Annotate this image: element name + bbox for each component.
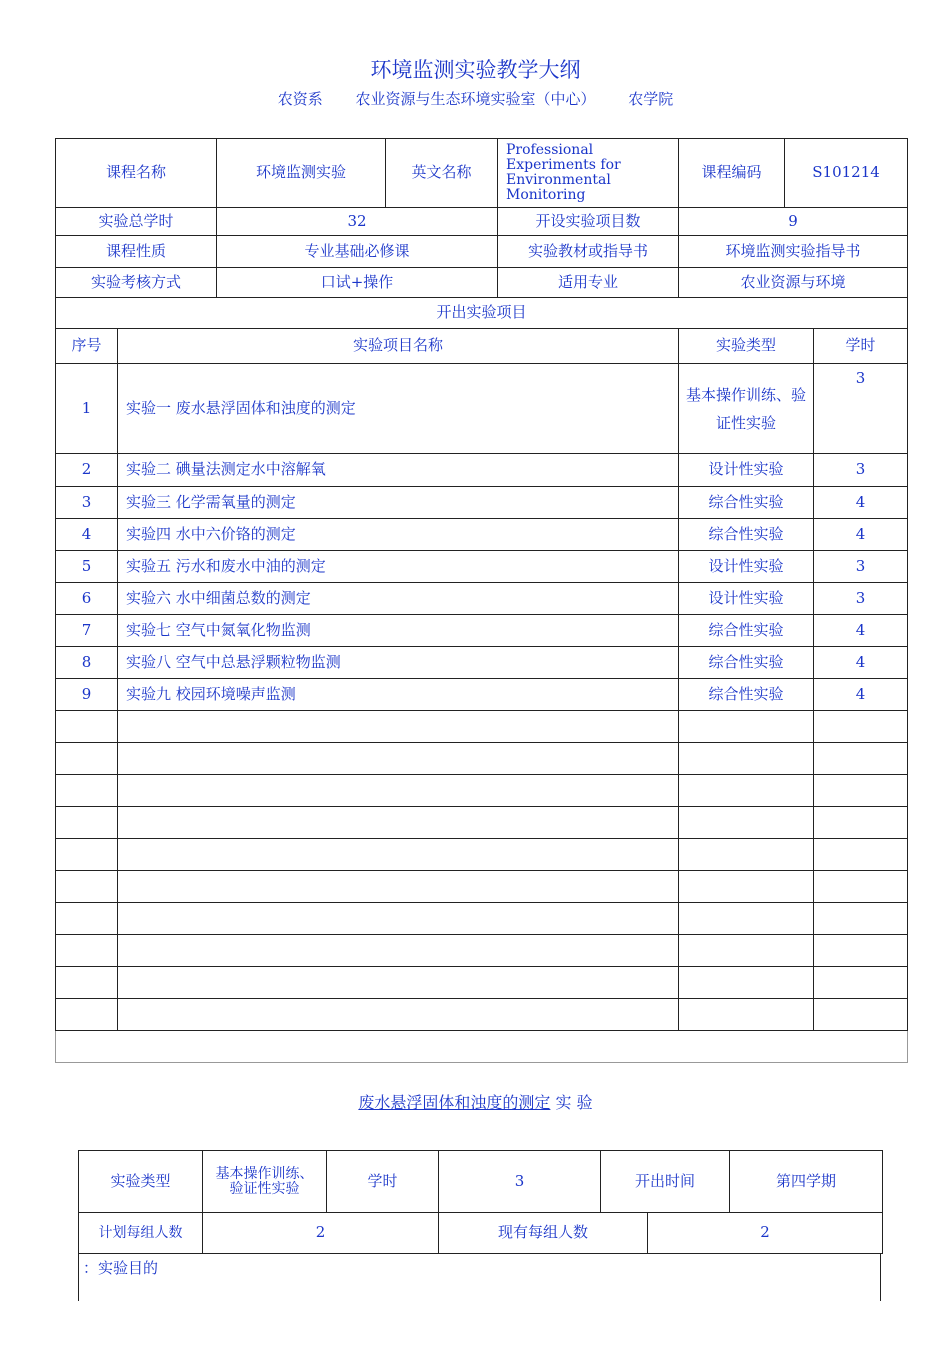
- applicable-major-value: 农业资源与环境: [679, 268, 908, 298]
- project-count-label: 开设实验项目数: [498, 208, 679, 236]
- blank-row: [56, 711, 908, 743]
- experiment-title: 废水悬浮固体和浊度的测定: [358, 1093, 551, 1112]
- experiment-purpose-label: ：实验目的: [83, 1259, 159, 1277]
- course-row-4: [56, 268, 908, 298]
- total-hours-value: 32: [217, 208, 498, 236]
- project-type: 综合性实验: [679, 519, 814, 551]
- course-nature-label: 课程性质: [56, 236, 217, 268]
- textbook-label: 实验教材或指导书: [498, 236, 679, 268]
- project-name: 实验二 碘量法测定水中溶解氧: [118, 454, 679, 487]
- project-name: 实验七 空气中氮氧化物监测: [118, 615, 679, 647]
- course-info-table: [55, 138, 908, 1063]
- blank-row: [56, 935, 908, 967]
- blank-row: [56, 807, 908, 839]
- project-hours: 3: [814, 454, 908, 487]
- project-count-value: 9: [679, 208, 908, 236]
- course-row-1: [56, 139, 908, 208]
- applicable-major-label: 适用专业: [498, 268, 679, 298]
- table-row: [56, 519, 908, 551]
- projects-header-row: [56, 329, 908, 364]
- planned-group-size-label: 计划每组人数: [79, 1213, 203, 1254]
- project-no: 1: [56, 364, 118, 454]
- header-hours: 学时: [814, 329, 908, 364]
- blank-row: [56, 839, 908, 871]
- college: 农学院: [628, 90, 674, 108]
- project-type: 设计性实验: [679, 454, 814, 487]
- english-name-value: Professional Experiments for Environmental Monitoring: [498, 139, 679, 208]
- course-name-label: 课程名称: [56, 139, 217, 208]
- project-type: 设计性实验: [679, 551, 814, 583]
- offer-time-label: 开出时间: [601, 1151, 730, 1213]
- project-no: 7: [56, 615, 118, 647]
- project-type: 设计性实验: [679, 583, 814, 615]
- header-no: 序号: [56, 329, 118, 364]
- project-type: 综合性实验: [679, 615, 814, 647]
- project-name: 实验五 污水和废水中油的测定: [118, 551, 679, 583]
- blank-row: [56, 743, 908, 775]
- english-name-label: 英文名称: [386, 139, 498, 208]
- current-group-size-label: 现有每组人数: [439, 1213, 648, 1254]
- experiment-info-table: [78, 1150, 883, 1254]
- course-nature-value: 专业基础必修课: [217, 236, 498, 268]
- experiment-hours-value: 3: [439, 1151, 601, 1213]
- project-name: 实验六 水中细菌总数的测定: [118, 583, 679, 615]
- table-row: [56, 454, 908, 487]
- table-row: [56, 551, 908, 583]
- course-code-label: 课程编码: [679, 139, 785, 208]
- project-hours: 4: [814, 615, 908, 647]
- document-subtitle: [0, 88, 951, 109]
- experiment-heading: [0, 1090, 951, 1113]
- experiment-hours-label: 学时: [327, 1151, 439, 1213]
- document-title: 环境监测实验教学大纲: [370, 58, 581, 82]
- course-row-3: [56, 236, 908, 268]
- total-hours-label: 实验总学时: [56, 208, 217, 236]
- laboratory: 农业资源与生态环境实验室（中心）: [355, 90, 596, 108]
- project-name: 实验三 化学需氧量的测定: [118, 487, 679, 519]
- table-row: [56, 487, 908, 519]
- blank-row: [56, 775, 908, 807]
- project-name: 实验九 校园环境噪声监测: [118, 679, 679, 711]
- textbook-value: 环境监测实验指导书: [679, 236, 908, 268]
- project-no: 8: [56, 647, 118, 679]
- project-name: 实验四 水中六价铬的测定: [118, 519, 679, 551]
- exam-method-value: 口试+操作: [217, 268, 498, 298]
- project-type: 综合性实验: [679, 679, 814, 711]
- header-type: 实验类型: [679, 329, 814, 364]
- project-hours: 4: [814, 647, 908, 679]
- current-group-size-value: 2: [648, 1213, 883, 1254]
- course-code-value: S101214: [785, 139, 908, 208]
- blank-row: [56, 999, 908, 1031]
- table-row: [56, 647, 908, 679]
- footer-row: [56, 1031, 908, 1063]
- project-hours: 3: [814, 583, 908, 615]
- project-no: 2: [56, 454, 118, 487]
- projects-section-title: 开出实验项目: [56, 298, 908, 329]
- experiment-purpose-section: [78, 1253, 881, 1301]
- project-no: 9: [56, 679, 118, 711]
- offer-time-value: 第四学期: [730, 1151, 883, 1213]
- blank-row: [56, 871, 908, 903]
- project-type: 基本操作训练、验证性实验: [679, 364, 814, 454]
- table-row: [56, 364, 908, 454]
- planned-group-size-value: 2: [203, 1213, 439, 1254]
- department: 农资系: [277, 90, 323, 108]
- project-type: 综合性实验: [679, 647, 814, 679]
- project-type: 综合性实验: [679, 487, 814, 519]
- course-row-2: [56, 208, 908, 236]
- blank-row: [56, 967, 908, 999]
- header-name: 实验项目名称: [118, 329, 679, 364]
- project-name: 实验一 废水悬浮固体和浊度的测定: [118, 364, 679, 454]
- project-name: 实验八 空气中总悬浮颗粒物监测: [118, 647, 679, 679]
- project-no: 4: [56, 519, 118, 551]
- experiment-type-label: 实验类型: [79, 1151, 203, 1213]
- project-no: 5: [56, 551, 118, 583]
- project-hours: 4: [814, 679, 908, 711]
- project-hours: 3: [814, 364, 908, 454]
- experiment-row-2: [79, 1213, 883, 1254]
- experiment-type-value: 基本操作训练、验证性实验: [203, 1151, 327, 1213]
- course-name-value: 环境监测实验: [217, 139, 386, 208]
- table-row: [56, 615, 908, 647]
- project-no: 3: [56, 487, 118, 519]
- project-hours: 4: [814, 487, 908, 519]
- experiment-row-1: [79, 1151, 883, 1213]
- projects-section-row: [56, 298, 908, 329]
- project-hours: 4: [814, 519, 908, 551]
- project-hours: 3: [814, 551, 908, 583]
- project-no: 6: [56, 583, 118, 615]
- experiment-title-suffix: 实 验: [555, 1093, 593, 1112]
- table-row: [56, 583, 908, 615]
- exam-method-label: 实验考核方式: [56, 268, 217, 298]
- table-row: [56, 679, 908, 711]
- blank-row: [56, 903, 908, 935]
